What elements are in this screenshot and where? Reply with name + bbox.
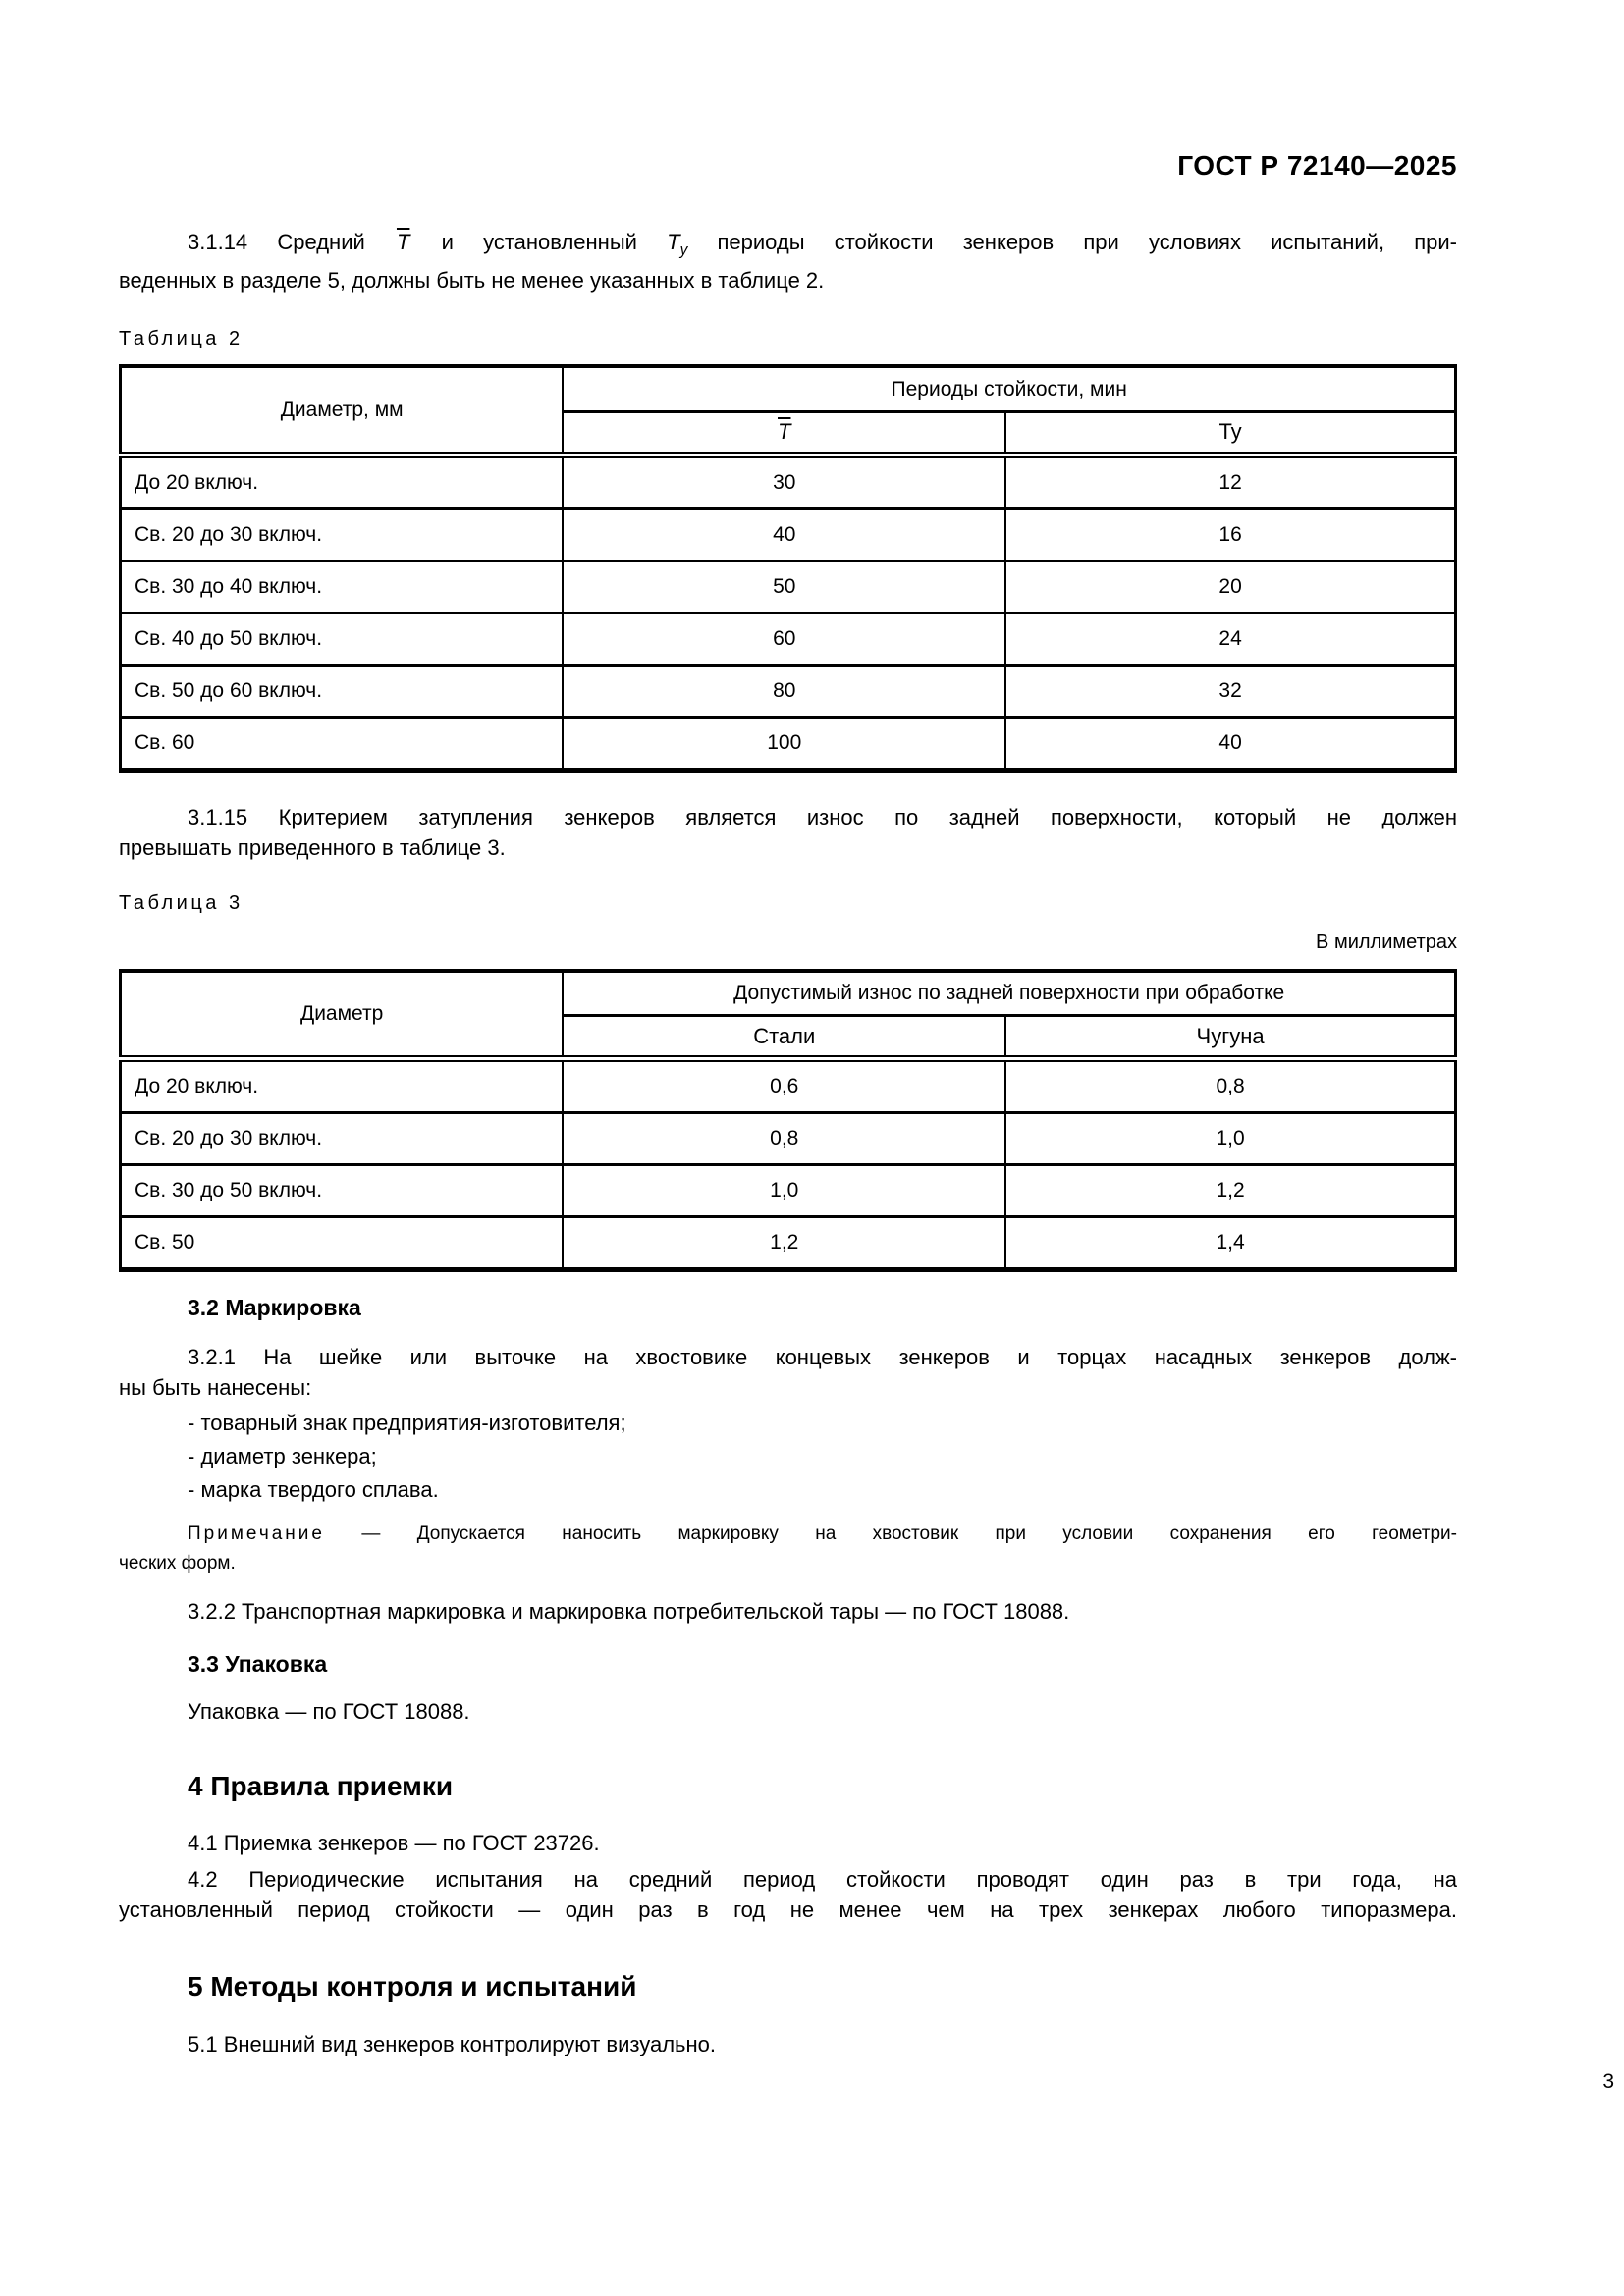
paragraph-line: 4.2 Периодические испытания на средний период стойкости проводят один раз в три года, на bbox=[188, 1867, 1457, 1893]
para-3-2-2: 3.2.2 Транспортная маркировка и маркировка потребительской тары — по ГОСТ 18088. bbox=[188, 1599, 1070, 1625]
note-text: — Допускается наносить маркировку на хвостовик при условии сохранения его геометри- bbox=[361, 1523, 1457, 1545]
row-label-cell: До 20 включ. bbox=[121, 454, 564, 508]
row-label-cell: Св. 60 bbox=[121, 717, 564, 770]
value-cell: 60 bbox=[563, 613, 1005, 665]
para-3114-seg3: периоды стойкости зенкеров при условиях испытаний, при- bbox=[717, 230, 1457, 254]
table-3-header bbox=[121, 971, 1456, 1059]
t-u-symbol: Т bbox=[667, 230, 680, 254]
table-3 bbox=[119, 969, 1457, 1273]
value-cell: 50 bbox=[563, 561, 1005, 613]
value-cell: 32 bbox=[1005, 665, 1455, 717]
table-2-group-header: Периоды стойкости, мин bbox=[563, 366, 1455, 411]
para-5-1: 5.1 Внешний вид зенкеров контролируют визуально. bbox=[188, 2032, 717, 2057]
note-block bbox=[119, 1520, 1457, 1578]
gost-standard-header: ГОСТ Р 72140—2025 bbox=[1177, 150, 1457, 181]
row-label-cell: Св. 50 до 60 включ. bbox=[121, 665, 564, 717]
table-row bbox=[121, 1217, 1456, 1270]
table-3-col-steel: Стали bbox=[563, 1016, 1005, 1059]
paragraph-line: превышать приведенного в таблице 3. bbox=[119, 834, 506, 860]
para-packaging: Упаковка — по ГОСТ 18088. bbox=[188, 1699, 470, 1725]
value-cell: 0,8 bbox=[1005, 1059, 1455, 1113]
para-3114-seg2: и установленный bbox=[441, 230, 637, 254]
row-label-cell: Св. 30 до 40 включ. bbox=[121, 561, 564, 613]
row-label-cell: Св. 50 bbox=[121, 1217, 564, 1270]
table-header-row bbox=[121, 971, 1456, 1016]
paragraph-line: веденных в разделе 5, должны быть не менее указанных в таблице 2. bbox=[119, 268, 825, 294]
table-row bbox=[121, 561, 1456, 613]
table-2-label: Таблица 2 bbox=[119, 328, 244, 350]
value-cell: 30 bbox=[563, 454, 1005, 508]
heading-5-test-methods: 5 Методы контроля и испытаний bbox=[188, 1971, 637, 2002]
value-cell: 40 bbox=[563, 508, 1005, 561]
value-cell: 1,2 bbox=[1005, 1165, 1455, 1217]
value-cell: 20 bbox=[1005, 561, 1455, 613]
paragraph-line bbox=[119, 227, 1457, 265]
table-3-col-diameter: Диаметр bbox=[121, 971, 564, 1059]
heading-4-acceptance-rules: 4 Правила приемки bbox=[188, 1771, 454, 1802]
marking-list bbox=[119, 1407, 1457, 1507]
paragraph-line: - товарный знак предприятия-изготовителя; bbox=[188, 1411, 626, 1436]
table-2-col-diameter: Диаметр, мм bbox=[121, 366, 564, 454]
note-label: Примечание bbox=[188, 1523, 325, 1545]
table-3-body bbox=[121, 1059, 1456, 1270]
table-3-label: Таблица 3 bbox=[119, 891, 244, 914]
value-cell: 100 bbox=[563, 717, 1005, 770]
note-line bbox=[119, 1520, 1457, 1549]
table-row bbox=[121, 1059, 1456, 1113]
page-number: 3 bbox=[1602, 2070, 1614, 2093]
heading-3-3-packaging: 3.3 Упаковка bbox=[188, 1651, 328, 1678]
para-3114-seg1: 3.1.14 Средний bbox=[188, 230, 365, 254]
t-mean-symbol: $\overline{T}$ bbox=[396, 230, 410, 254]
row-label-cell: Св. 30 до 50 включ. bbox=[121, 1165, 564, 1217]
page-content bbox=[119, 0, 1457, 2059]
heading-3-2-marking: 3.2 Маркировка bbox=[188, 1295, 361, 1321]
value-cell: 1,2 bbox=[563, 1217, 1005, 1270]
table-2-col-t-mean bbox=[563, 411, 1005, 454]
value-cell: 80 bbox=[563, 665, 1005, 717]
para-4-1: 4.1 Приемка зенкеров — по ГОСТ 23726. bbox=[188, 1831, 600, 1856]
value-cell: 1,0 bbox=[563, 1165, 1005, 1217]
para-3-1-15 bbox=[119, 802, 1457, 863]
value-cell: 1,4 bbox=[1005, 1217, 1455, 1270]
table-row bbox=[121, 454, 1456, 508]
table-row bbox=[121, 508, 1456, 561]
row-label-cell: Св. 20 до 30 включ. bbox=[121, 1113, 564, 1165]
value-cell: 0,6 bbox=[563, 1059, 1005, 1113]
paragraph-line: - марка твердого сплава. bbox=[188, 1477, 439, 1503]
table-2 bbox=[119, 364, 1457, 773]
paragraph-line: 3.1.15 Критерием затупления зенкеров является износ по задней поверхности, который не должен bbox=[188, 804, 1457, 829]
value-cell: 16 bbox=[1005, 508, 1455, 561]
paragraph-line: ны быть нанесены: bbox=[119, 1375, 312, 1401]
table-row bbox=[121, 613, 1456, 665]
table-2-body bbox=[121, 454, 1456, 770]
table-header-row bbox=[121, 366, 1456, 411]
table-row bbox=[121, 1165, 1456, 1217]
paragraph-line: установленный период стойкости — один раз в год не менее чем на трех зенкерах любого типоразмера. bbox=[119, 1897, 1457, 1923]
value-cell: 1,0 bbox=[1005, 1113, 1455, 1165]
value-cell: 40 bbox=[1005, 717, 1455, 770]
t-u-subscript: у bbox=[679, 241, 688, 259]
table-2-col-t-u: Ту bbox=[1005, 411, 1455, 454]
value-cell: 12 bbox=[1005, 454, 1455, 508]
para-3-1-14 bbox=[119, 227, 1457, 295]
table-3-col-iron: Чугуна bbox=[1005, 1016, 1455, 1059]
table-row bbox=[121, 1113, 1456, 1165]
table-3-units: В миллиметрах bbox=[1316, 931, 1457, 953]
value-cell: 24 bbox=[1005, 613, 1455, 665]
para-3-2-1 bbox=[119, 1342, 1457, 1403]
note-line: ческих форм. bbox=[119, 1553, 236, 1575]
paragraph-line: 3.2.1 На шейке или выточке на хвостовике концевых зенкеров и торцах насадных зенкеров долж- bbox=[188, 1345, 1457, 1370]
row-label-cell: До 20 включ. bbox=[121, 1059, 564, 1113]
row-label-cell: Св. 20 до 30 включ. bbox=[121, 508, 564, 561]
table-2-header bbox=[121, 366, 1456, 454]
table-3-group-header: Допустимый износ по задней поверхности при обработке bbox=[563, 971, 1455, 1016]
table-row bbox=[121, 665, 1456, 717]
para-4-2 bbox=[119, 1864, 1457, 1925]
paragraph-line: - диаметр зенкера; bbox=[188, 1444, 377, 1469]
table-row bbox=[121, 717, 1456, 770]
t-mean-symbol: $\overline{T}$ bbox=[778, 419, 791, 445]
row-label-cell: Св. 40 до 50 включ. bbox=[121, 613, 564, 665]
value-cell: 0,8 bbox=[563, 1113, 1005, 1165]
